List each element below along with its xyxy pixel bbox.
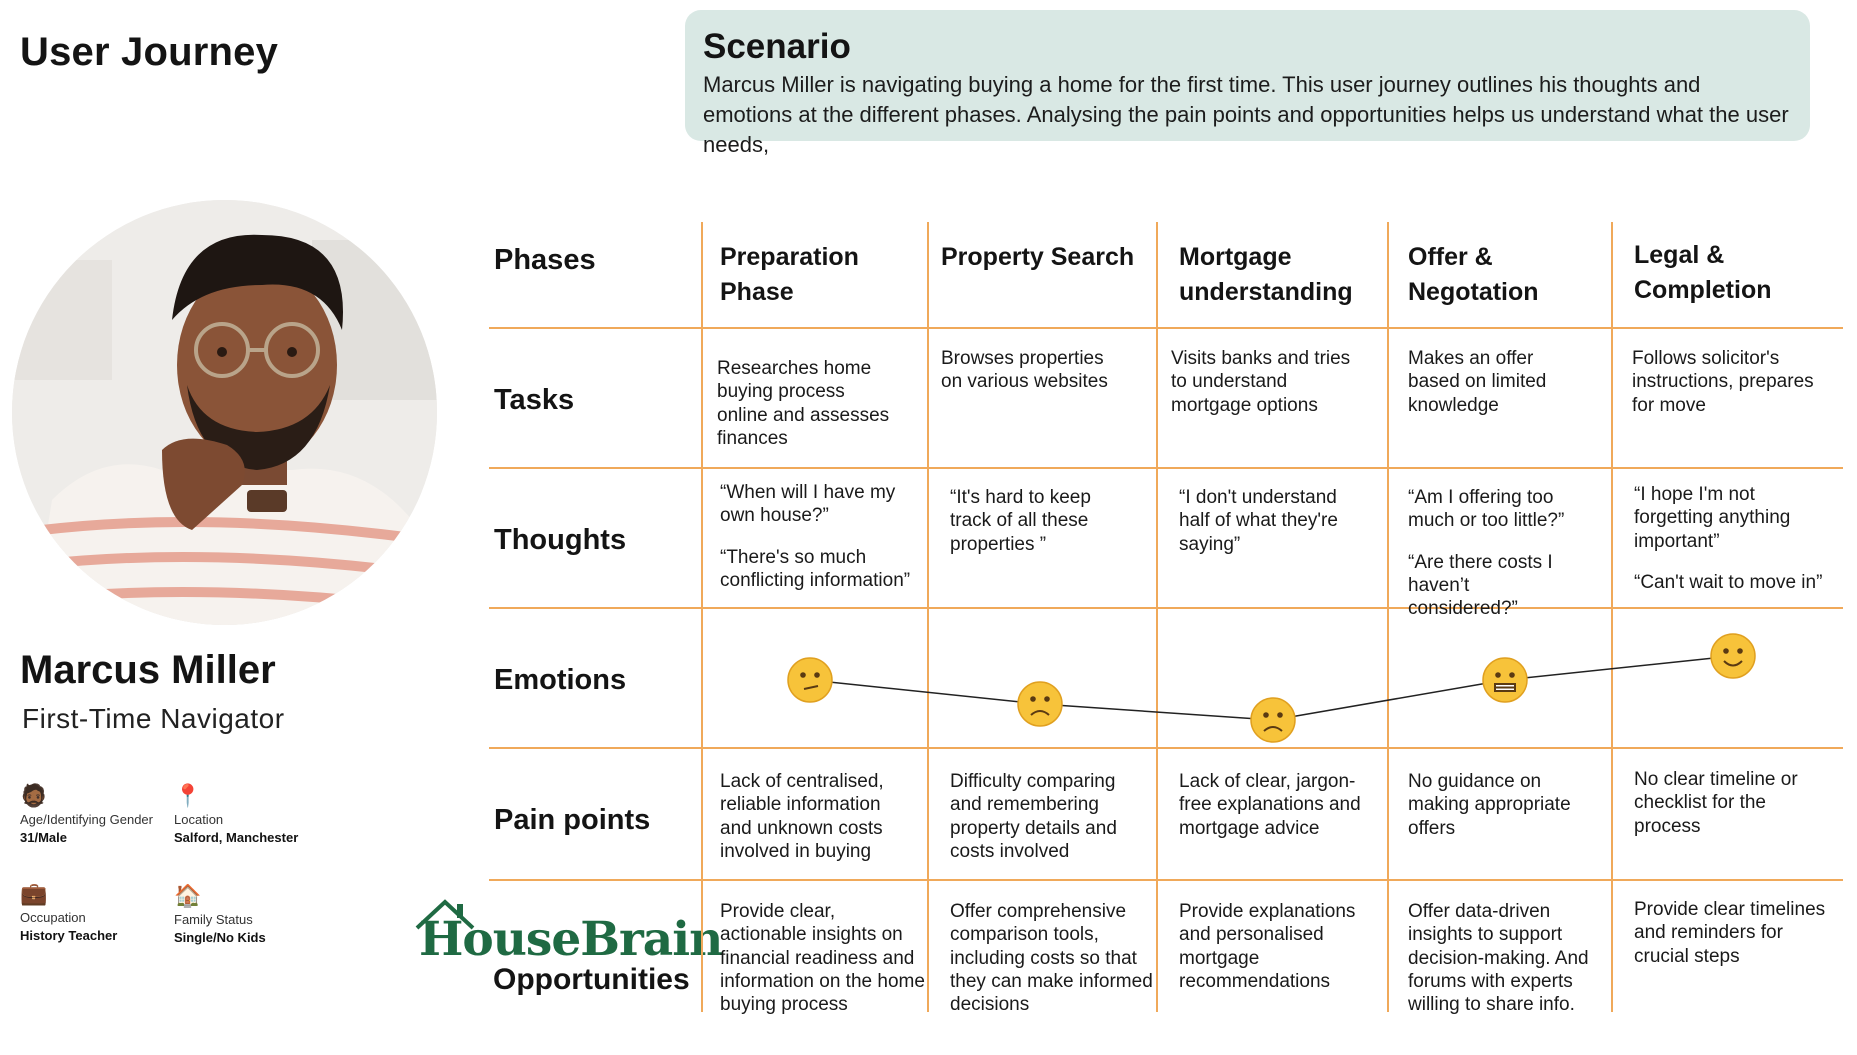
disappointed-face-icon [1018,682,1062,726]
task-cell: Visits banks and tries to understand mortgage options [1171,348,1351,416]
housebrain-logo: HouseBrain [419,912,723,967]
opportunity-cell: Offer data-driven insights to support decision-making. And forums with experts willing to share info. [1408,901,1589,1016]
thought-quote: “When will I have my own house?” [720,482,896,527]
pain-point-cell: Difficulty comparing and remembering property details and costs involved [950,771,1117,862]
detail-label: Age/Identifying Gender [20,812,153,827]
row-label-tasks: Tasks [494,384,575,416]
scenario-text: Marcus Miller is navigating buying a home for the first time. This user journey outlines his thoughts and emotions at the different phases. Analysing the pain points and opportunities helps us understand what the user needs, [703,72,1789,157]
thought-quote: “Am I offering too much or too little?” [1408,487,1565,532]
thought-quote: “I don't understand half of what they're saying” [1179,487,1338,555]
detail-value: 31/Male [20,830,67,845]
location-pin-icon: 📍 [174,783,202,808]
phase-header: Property Search [941,243,1135,271]
row-label-opportunities: Opportunities [493,963,690,996]
confounded-face-icon [1251,698,1295,742]
opportunity-cell: Offer comprehensive comparison tools, including costs so that they can make informed decisions [950,901,1153,1016]
page-title: User Journey [20,30,279,74]
opportunity-cell: Provide explanations and personalised mortgage recommendations [1179,901,1356,992]
task-cell: Makes an offer based on limited knowledge [1408,348,1547,416]
row-label-thoughts: Thoughts [494,524,627,556]
briefcase-icon: 💼 [20,881,48,906]
pain-point-cell: Lack of clear, jargon-free explanations and mortgage advice [1179,771,1361,839]
phase-header: Offer & Negotation [1408,243,1539,306]
house-icon: 🏠 [174,883,202,908]
grimacing-face-icon [1483,658,1527,702]
persona-name: Marcus Miller [20,648,276,692]
persona-role: First-Time Navigator [22,703,285,734]
task-cell: Browses properties on various websites [941,348,1108,393]
phase-header: Legal & Completion [1634,241,1772,304]
phase-header: Preparation Phase [720,243,859,306]
person-icon: 🧔🏾 [20,783,48,808]
pain-point-cell: No clear timeline or checklist for the process [1634,769,1798,837]
thought-quote: “Can't wait to move in” [1634,571,1823,593]
scenario-heading: Scenario [703,27,851,66]
thought-quote: “I hope I'm not forgetting anything important” [1634,484,1791,552]
thinking-face-icon [788,658,832,702]
detail-label: Family Status [174,912,253,927]
row-label-phases: Phases [494,244,596,276]
detail-label: Location [174,812,224,827]
pain-point-cell: No guidance on making appropriate offers [1408,771,1571,839]
pain-point-cell: Lack of centralised, reliable information and unknown costs involved in buying [720,771,884,862]
detail-value: History Teacher [20,928,118,943]
opportunity-cell: Provide clear timelines and reminders for crucial steps [1634,899,1826,967]
detail-value: Single/No Kids [174,930,266,945]
task-cell: Follows solicitor's instructions, prepares for move [1632,348,1814,416]
thought-quote: “It's hard to keep track of all these properties ” [950,487,1091,555]
row-label-pain-points: Pain points [494,804,651,836]
opportunity-cell: Provide clear, actionable insights on financial readiness and information on the home buying process [720,901,925,1016]
phase-header: Mortgage understanding [1179,243,1353,306]
thought-quote: “There's so much conflicting information” [720,546,911,591]
detail-value: Salford, Manchester [174,830,299,845]
thought-quote: “Are there costs I haven’t considered?” [1408,551,1553,620]
task-cell: Researches home buying process online and assesses finances [717,358,890,449]
row-label-emotions: Emotions [494,664,627,696]
detail-label: Occupation [20,910,86,925]
smiling-face-icon [1711,634,1755,678]
